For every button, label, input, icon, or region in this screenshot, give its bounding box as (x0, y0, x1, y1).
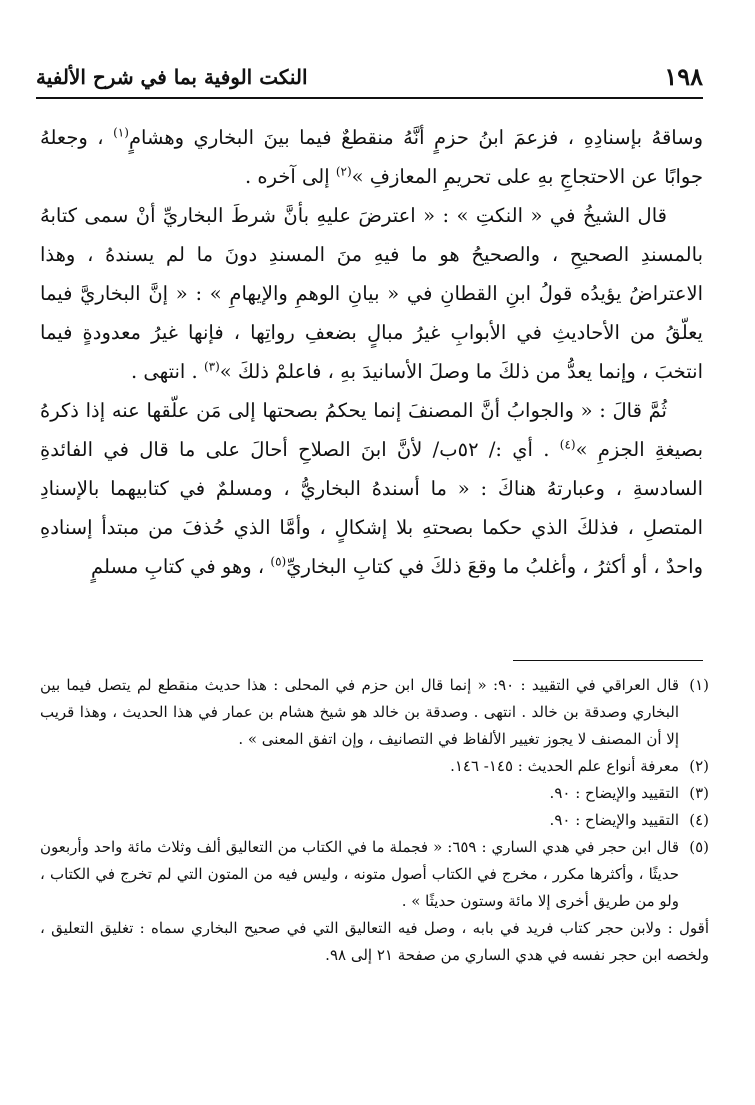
footnote-ref-1: (١) (113, 125, 129, 140)
footnote-number: (١) (689, 676, 709, 694)
header-rule (36, 97, 703, 99)
footnote-number: (٣) (689, 784, 709, 802)
paragraph-2-text-a: قال الشيخُ في « النكتِ » : « اعترضَ عليهِ بأنَّ شرطَ البخاريِّ أنْ سمى كتابهُ بالمسندِ الصحيحِ ، والصحيحُ هو ما فيهِ منَ المسندِ دونَ ما لم يسندهُ ، وهذا الاعتراضُ يؤيدُه قولُ ابنِ القطانِ في « بيانِ الوهمِ والإيهامِ » : « إنَّ البخاريَّ فيما يعلّقُ من الأحاديثِ في الأبوابِ غيرُ مبالٍ بضعفِ رواتِها ، فإنها غيرُ معدودةٍ فيما انتخبَ ، وإنما يعدُّ من ذلكَ ما وصلَ الأسانيدَ بهِ ، فاعلمْ ذلكَ » (40, 204, 703, 383)
footnote-text: التقييد والإيضاح : ٩٠. (549, 784, 679, 802)
footnote-text: قال ابن حجر في هدي الساري : ٦٥٩: « فجملة ما في الكتاب من التعاليق ألف وثلاث مائة واحد وأربعون حديثًا ، وأكثرها مكرر ، مخرج في الكتاب أصول متونه ، وليس فيه من المتون التي لم تخرج في الكتاب ، ولو من طريق أخرى إلا مائة وستون حديثًا » . (40, 838, 680, 910)
main-text (40, 118, 703, 586)
paragraph-3 (40, 391, 703, 586)
footnote-separator (513, 660, 703, 661)
footnote-4 (40, 807, 709, 834)
footnote-number: (٤) (689, 811, 709, 829)
footnote-3 (40, 780, 709, 807)
footnote-5-comment: أقول : ولابن حجر كتاب فريد في بابه ، وصل فيه التعاليق التي في صحيح البخاري سماه : تغليق التعليق ، ولخصه ابن حجر نفسه في هدي الساري من صفحة ٢١ إلى ٩٨. (40, 919, 709, 964)
paragraph-2-text-b: . انتهى . (130, 360, 198, 383)
footnote-text: التقييد والإيضاح : ٩٠. (549, 811, 679, 829)
footnote-ref-5: (٥) (270, 554, 287, 569)
footnotes (40, 672, 709, 969)
footnote-ref-4: (٤) (559, 437, 576, 452)
footnote-5 (40, 834, 709, 915)
footnote-ref-2: (٢) (335, 164, 352, 179)
footnote-number: (٢) (689, 757, 709, 775)
page-header (36, 56, 703, 92)
paragraph-1-text-b: ، وجعلهُ جوابًا عن الاحتجاجِ بهِ على تحريمِ المعازفِ » (40, 126, 703, 188)
paragraph-3-text-a: ثُمَّ قالَ : « والجوابُ أنَّ المصنفَ إنما يحكمُ بصحتها إلى مَن علّقها عنه إذا ذكرهُ بصيغةِ الجزمِ » (40, 399, 703, 461)
footnote-text: قال العراقي في التقييد : ٩٠: « إنما قال ابن حزم في المحلى : هذا حديث منقطع لم يتصل فيما بين البخاري وصدقة بن خالد . انتهى . وصدقة بن خالد هو شيخ هشام بن عمار في هذا الحديث ، وهذا قريب إلا أن المصنف لا يجوز تغيير الألفاظ في التصانيف ، وإن اتفق المعنى » . (40, 676, 679, 748)
paragraph-1 (40, 118, 703, 196)
paragraph-2 (40, 196, 703, 391)
page-number: ١٩٨ (664, 62, 703, 91)
paragraph-1-text-c: إلى آخره . (244, 165, 330, 188)
paragraph-3-text-c: ، وهو في كتابِ مسلمٍ (91, 555, 265, 578)
footnote-2 (40, 753, 709, 780)
paragraph-1-text-a: وساقهُ بإسنادِهِ ، فزعمَ ابنُ حزمٍ أنَّهُ منقطعٌ فيما بينَ البخاري وهشامٍ (128, 126, 703, 149)
footnote-number: (٥) (689, 838, 709, 856)
footnote-text: معرفة أنواع علم الحديث : ١٤٥- ١٤٦. (450, 757, 679, 775)
paragraph-3-text-b: . أي :/ ٥٢ب/ لأنَّ ابنَ الصلاحِ أحالَ على ما قال في الفائدةِ السادسةِ ، وعبارتهُ هناكَ : « ما أسندهُ البخاريُّ ، ومسلمٌ في كتابيهما بالإسنادِ المتصلِ ، فذلكَ الذي حكما بصحتهِ بلا إشكالٍ ، وأمَّا الذي حُذفَ من مبتدأ إسنادهِ واحدٌ ، أو أكثرُ ، وأغلبُ ما وقعَ ذلكَ في كتابِ البخاريِّ (40, 438, 703, 578)
footnote-1 (40, 672, 709, 753)
footnote-ref-3: (٣) (203, 359, 220, 374)
running-title: النكت الوفية بما في شرح الألفية (36, 65, 308, 89)
